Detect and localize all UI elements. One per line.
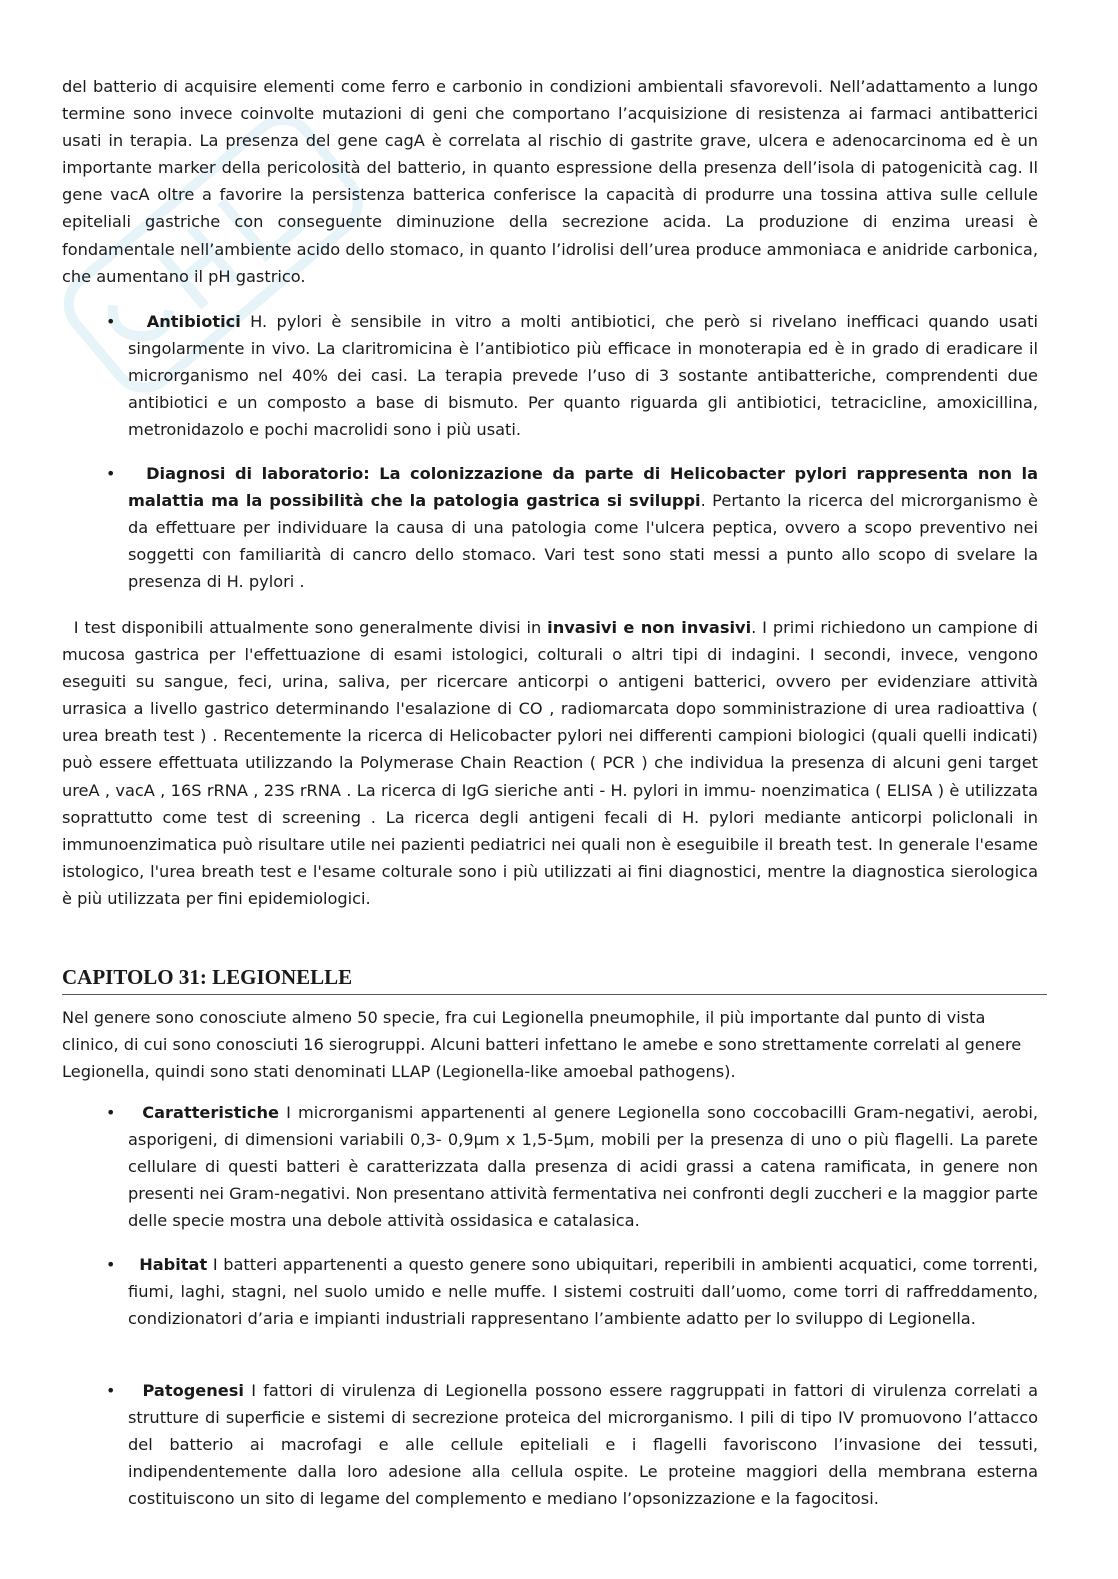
list-item-habitat <box>62 1251 1038 1332</box>
bullet-text: I fattori di virulenza di Legionella possono essere raggruppati in fattori di virulenza correlati a strutture di superficie e sistemi di secrezione proteica del microrganismo. I pili di tipo IV promuovono l’attacco del batterio ai macrofagi e alle cellule epiteliali e i flagelli favoriscono l’invasione dei tessuti, indipendentemente dalla loro adesione alla cellula ospite. Le proteine maggiori della membrana esterna costituiscono un sito di legame del complemento e mediano l’opsonizzazione e la fagocitosi. <box>128 1381 1038 1509</box>
bullet-text: H. pylori è sensibile in vitro a molti antibiotici, che però si rivelano inefficaci quando usati singolarmente in vivo. La claritromicina è l’antibiotico più efficace in monoterapia ed è in grado di eradicare il microrganismo nel 40% dei casi. La terapia prevede l’uso di 3 sostante antibatteriche, comprendenti due antibiotici e un composto a base di bismuto. Per quanto riguarda gli antibiotici, tetracicline, amoxicillina, metronidazolo e pochi macrolidi sono i più usati. <box>128 312 1039 440</box>
paragraph-test <box>62 614 1038 912</box>
bullet-text: I microrganismi appartenenti al genere Legionella sono coccobacilli Gram-negativi, aerobi, asporigeni, di dimensioni variabili 0,3- 0,9µm x 1,5-5µm, mobili per la presenza di uno o più flagelli. La parete cellulare di questi batteri è caratterizzata dalla presenza di acidi grassi a catena ramificata, in genere non presenti nei Gram-negativi. Non presentano attività fermentativa nei confronti degli zuccheri e la maggior parte delle specie mostra una debole attività ossidasica e catalasica. <box>128 1103 1038 1231</box>
list-item-patogenesi <box>62 1377 1038 1512</box>
bullet-title: Antibiotici <box>146 312 241 331</box>
bullet-text: . Pertanto la ricerca del microrganismo è da effettuare per individuare la causa di una patologia come l'ulcera peptica, ovvero a scopo preventivo nei soggetti con familiarità di cancro dello stomaco. Vari test sono stati messi a punto allo scopo di svelare la presenza di H. pylori . <box>128 491 1038 592</box>
paragraph-legionella <box>62 1004 1038 1085</box>
paragraph-test-after: . I primi richiedono un campione di mucosa gastrica per l'effettuazione di esami istologici, colturali o altri tipi di indagini. I secondi, invece, vengono eseguiti su sangue, feci, urina, saliva, per ricercare anticorpi o antigeni batterici, ovvero per evidenziare attività urrasica a livello gastrico determinando l'esalazione di CO , radiomarcata dopo somministrazione di urea radioattiva ( urea breath test ) . Recentemente la ricerca di Helicobacter pylori nei differenti campioni biologici (quali quelli indicati) può essere effettuata utilizzando la Polymerase Chain Reaction ( PCR ) che individua la presenza di alcuni geni target ureA , vacA , 16S rRNA , 23S rRNA . La ricerca di IgG sieriche anti - H. pylori in immu- noenzimatica ( ELISA ) è utilizzata soprattutto come test di screening . La ricerca degli antigeni fecali di H. pylori mediante anticorpi policlonali in immunoenzimatica può risultare utile nei pazienti pediatrici nei quali non è eseguibile il breath test. In generale l'esame istologico, l'urea breath test e l'esame colturale sono i più utilizzati ai fini diagnostici, mentre la diagnostica sierologica è più utilizzata per fini epidemiologici. <box>62 618 1038 908</box>
bullet-title: Diagnosi di laboratorio: La colonizzazione da parte di Helicobacter pylori rappresenta non la malattia ma la possibilità che la patologia gastrica si sviluppi <box>128 464 1039 511</box>
bullet-title: Patogenesi <box>142 1381 244 1400</box>
bullet-icon: • <box>106 1381 116 1400</box>
bullet-icon: • <box>106 312 116 331</box>
paragraph-legionella-text: Nel genere sono conosciute almeno 50 specie, fra cui Legionella pneumophile, il più importante dal punto di vista clinico, di cui sono conosciuti 16 sierogruppi. Alcuni batteri infettano le amebe e sono strettamente correlati al genere Legionella, quindi sono stati denominati LLAP (Legionella-like amoebal pathogens). <box>62 1008 1022 1082</box>
paragraph-test-before: I test disponibili attualmente sono generalmente divisi in <box>62 618 548 637</box>
list-item-diagnosi <box>62 460 1038 595</box>
list-item-antibiotici <box>62 308 1038 443</box>
bullet-icon: • <box>106 1255 116 1274</box>
bullet-title: Habitat <box>139 1255 208 1274</box>
paragraph-test-bold: invasivi e non invasivi <box>547 618 752 637</box>
chapter-heading: CAPITOLO 31: LEGIONELLE <box>62 962 1047 995</box>
bullet-text: I batteri appartenenti a questo genere sono ubiquitari, reperibili in ambienti acquatici, come torrenti, fiumi, laghi, stagni, nel suolo umido e nelle muffe. I sistemi costruiti dall’uomo, come torri di raffreddamento, condizionatori d’aria e impianti industriali rappresentano l’ambiente adatto per lo sviluppo di Legionella. <box>128 1255 1038 1329</box>
bullet-icon: • <box>106 1103 116 1122</box>
bullet-title: Caratteristiche <box>142 1103 279 1122</box>
paragraph-intro <box>62 73 1038 290</box>
bullet-icon: • <box>106 464 116 483</box>
list-item-caratteristiche <box>62 1099 1038 1234</box>
paragraph-intro-text: del batterio di acquisire elementi come ferro e carbonio in condizioni ambientali sfavorevoli. Nell’adattamento a lungo termine sono invece coinvolte mutazioni di geni che comportano l’acquisizione di resistenza ai farmaci antibatterici usati in terapia. La presenza del gene cagA è correlata al rischio di gastrite grave, ulcera e adenocarcinoma ed è un importante marker della pericolosità del batterio, in quanto espressione della presenza dell’isola di patogenicità cag. Il gene vacA oltre a favorire la persistenza batterica conferisce la capacità di produrre una tossina attiva sulle cellule epiteliali gastriche con conseguente diminuzione della secrezione acida. La produzione di enzima ureasi è fondamentale nell’ambiente acido dello stomaco, in quanto l’idrolisi dell’urea produce ammoniaca e anidride carbonica, che aumentano il pH gastrico. <box>62 77 1038 286</box>
